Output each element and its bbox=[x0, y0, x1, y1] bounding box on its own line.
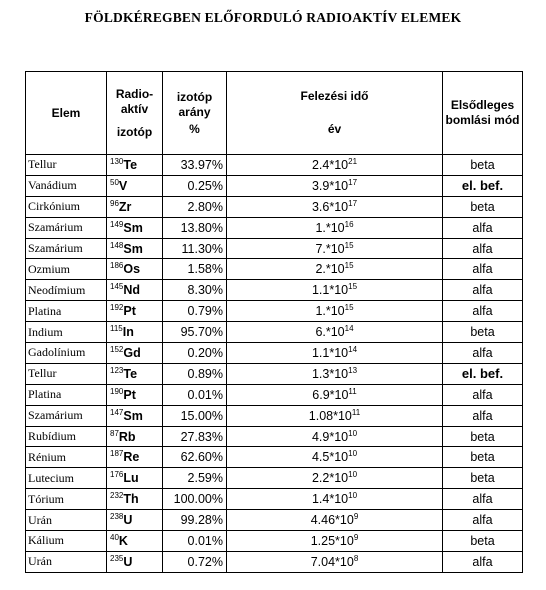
half-life-cell bbox=[227, 489, 443, 510]
half-life-cell bbox=[227, 259, 443, 280]
element-name: Vanádium bbox=[26, 175, 107, 196]
element-symbol: K bbox=[118, 533, 128, 548]
decay-mode: beta bbox=[443, 196, 523, 217]
mass-number: 186 bbox=[110, 261, 124, 271]
element-symbol: V bbox=[118, 178, 128, 193]
isotope-cell bbox=[107, 322, 163, 343]
isotope-cell bbox=[107, 363, 163, 384]
table-row bbox=[26, 447, 523, 468]
table-row bbox=[26, 531, 523, 552]
page-title: FÖLDKÉREGBEN ELŐFORDULÓ RADIOAKTÍV ELEMEK bbox=[84, 10, 462, 25]
isotope-table bbox=[25, 71, 523, 573]
element-symbol: Gd bbox=[123, 345, 141, 360]
isotope-cell bbox=[107, 531, 163, 552]
half-life-base: 1.3*10 bbox=[311, 366, 349, 381]
element-name: Lutecium bbox=[26, 468, 107, 489]
mass-number: 145 bbox=[110, 282, 124, 292]
isotope-ratio: 8.30% bbox=[163, 280, 227, 301]
half-life-cell bbox=[227, 196, 443, 217]
decay-mode: alfa bbox=[443, 343, 523, 364]
decay-mode: alfa bbox=[443, 301, 523, 322]
half-life-base: 3.9*10 bbox=[311, 178, 349, 193]
isotope-cell bbox=[107, 343, 163, 364]
half-life-exponent: 15 bbox=[344, 303, 354, 313]
isotope-ratio: 0.72% bbox=[163, 551, 227, 572]
half-life-exponent: 17 bbox=[348, 177, 358, 187]
element-name: Neodímium bbox=[26, 280, 107, 301]
isotope-ratio: 2.59% bbox=[163, 468, 227, 489]
half-life-exponent: 9 bbox=[353, 512, 359, 522]
decay-mode: el. bef. bbox=[443, 175, 523, 196]
isotope-cell bbox=[107, 217, 163, 238]
mass-number: 152 bbox=[110, 344, 124, 354]
mass-number: 187 bbox=[110, 449, 124, 459]
half-life-cell bbox=[227, 551, 443, 572]
half-life-base: 1.4*10 bbox=[311, 492, 349, 507]
element-symbol: Rb bbox=[118, 429, 136, 444]
isotope-cell bbox=[107, 384, 163, 405]
half-life-base: 1.*10 bbox=[315, 220, 345, 235]
decay-mode: beta bbox=[443, 426, 523, 447]
element-name: Kálium bbox=[26, 531, 107, 552]
isotope-ratio: 100.00% bbox=[163, 489, 227, 510]
half-life-exponent: 15 bbox=[344, 261, 354, 271]
table-row bbox=[26, 196, 523, 217]
element-name: Szamárium bbox=[26, 238, 107, 259]
half-life-base: 1.25*10 bbox=[310, 533, 354, 548]
half-life-base: 2.4*10 bbox=[311, 157, 349, 172]
isotope-ratio: 11.30% bbox=[163, 238, 227, 259]
header-element: Elem bbox=[26, 72, 107, 155]
element-symbol: Pt bbox=[123, 304, 136, 319]
isotope-cell bbox=[107, 259, 163, 280]
decay-mode: alfa bbox=[443, 259, 523, 280]
table-row bbox=[26, 322, 523, 343]
element-symbol: Te bbox=[123, 157, 138, 172]
decay-mode: alfa bbox=[443, 217, 523, 238]
half-life-cell bbox=[227, 175, 443, 196]
decay-mode: alfa bbox=[443, 280, 523, 301]
element-name: Tellur bbox=[26, 155, 107, 176]
mass-number: 235 bbox=[110, 553, 124, 563]
half-life-cell bbox=[227, 238, 443, 259]
half-life-base: 3.6*10 bbox=[311, 199, 349, 214]
decay-mode: beta bbox=[443, 531, 523, 552]
element-symbol: Os bbox=[123, 262, 141, 277]
half-life-exponent: 10 bbox=[348, 470, 358, 480]
decay-mode: alfa bbox=[443, 384, 523, 405]
header-decay-mode: Elsődleges bomlási mód bbox=[443, 72, 523, 155]
header-isotope-ratio bbox=[163, 72, 227, 155]
decay-mode: el. bef. bbox=[443, 363, 523, 384]
half-life-base: 4.5*10 bbox=[311, 450, 349, 465]
half-life-exponent: 11 bbox=[348, 386, 357, 396]
isotope-cell bbox=[107, 155, 163, 176]
element-symbol: Lu bbox=[123, 471, 139, 486]
element-name: Rénium bbox=[26, 447, 107, 468]
isotope-ratio: 99.28% bbox=[163, 510, 227, 531]
element-name: Tellur bbox=[26, 363, 107, 384]
element-symbol: U bbox=[123, 513, 133, 528]
half-life-cell bbox=[227, 217, 443, 238]
isotope-ratio: 0.25% bbox=[163, 175, 227, 196]
decay-mode: alfa bbox=[443, 405, 523, 426]
half-life-exponent: 10 bbox=[348, 428, 358, 438]
half-life-cell bbox=[227, 447, 443, 468]
decay-mode: alfa bbox=[443, 489, 523, 510]
table-row bbox=[26, 510, 523, 531]
half-life-exponent: 15 bbox=[348, 282, 358, 292]
element-name: Ozmium bbox=[26, 259, 107, 280]
half-life-base: 6.9*10 bbox=[312, 387, 349, 402]
mass-number: 96 bbox=[110, 198, 119, 208]
mass-number: 148 bbox=[110, 240, 124, 250]
half-life-cell bbox=[227, 301, 443, 322]
table-row bbox=[26, 363, 523, 384]
half-life-exponent: 10 bbox=[348, 491, 358, 501]
isotope-ratio: 15.00% bbox=[163, 405, 227, 426]
isotope-cell bbox=[107, 426, 163, 447]
table-row bbox=[26, 551, 523, 572]
isotope-ratio: 0.01% bbox=[163, 531, 227, 552]
decay-mode: beta bbox=[443, 155, 523, 176]
half-life-exponent: 9 bbox=[353, 532, 359, 542]
table-row bbox=[26, 301, 523, 322]
isotope-ratio: 0.89% bbox=[163, 363, 227, 384]
half-life-exponent: 17 bbox=[348, 198, 358, 208]
table-row bbox=[26, 384, 523, 405]
table-row bbox=[26, 238, 523, 259]
element-symbol: Sm bbox=[123, 220, 143, 235]
element-symbol: In bbox=[122, 325, 134, 340]
table-row bbox=[26, 217, 523, 238]
element-name: Urán bbox=[26, 510, 107, 531]
element-name: Gadolínium bbox=[26, 343, 107, 364]
half-life-base: 6.*10 bbox=[315, 325, 345, 340]
isotope-cell bbox=[107, 551, 163, 572]
isotope-ratio: 0.79% bbox=[163, 301, 227, 322]
half-life-cell bbox=[227, 531, 443, 552]
isotope-cell bbox=[107, 468, 163, 489]
table-row bbox=[26, 280, 523, 301]
half-life-base: 4.46*10 bbox=[310, 513, 354, 528]
element-name: Platina bbox=[26, 384, 107, 405]
mass-number: 115 bbox=[110, 324, 123, 334]
element-symbol: Sm bbox=[123, 241, 143, 256]
header-half-life-unit: év bbox=[327, 122, 342, 136]
header-ratio-label: izotóp arány bbox=[176, 89, 213, 119]
header-radio-label: Radio-aktív bbox=[115, 86, 154, 116]
element-symbol: Zr bbox=[118, 199, 132, 214]
element-name: Indium bbox=[26, 322, 107, 343]
table-row bbox=[26, 155, 523, 176]
isotope-ratio: 62.60% bbox=[163, 447, 227, 468]
half-life-base: 2.2*10 bbox=[311, 471, 349, 486]
half-life-exponent: 10 bbox=[348, 449, 358, 459]
isotope-ratio: 2.80% bbox=[163, 196, 227, 217]
isotope-cell bbox=[107, 489, 163, 510]
half-life-cell bbox=[227, 363, 443, 384]
decay-mode: beta bbox=[443, 322, 523, 343]
half-life-base: 7.04*10 bbox=[310, 554, 354, 569]
decay-mode: beta bbox=[443, 468, 523, 489]
isotope-cell bbox=[107, 196, 163, 217]
isotope-cell bbox=[107, 301, 163, 322]
decay-mode: alfa bbox=[443, 510, 523, 531]
half-life-exponent: 16 bbox=[344, 219, 354, 229]
half-life-exponent: 14 bbox=[344, 324, 354, 334]
mass-number: 176 bbox=[110, 470, 124, 480]
element-symbol: Sm bbox=[123, 408, 143, 423]
table-row bbox=[26, 426, 523, 447]
half-life-base: 4.9*10 bbox=[311, 429, 349, 444]
mass-number: 130 bbox=[110, 156, 124, 166]
isotope-ratio: 33.97% bbox=[163, 155, 227, 176]
half-life-base: 1.08*10 bbox=[308, 408, 352, 423]
mass-number: 147 bbox=[110, 407, 124, 417]
isotope-ratio: 27.83% bbox=[163, 426, 227, 447]
table-row bbox=[26, 489, 523, 510]
table-row bbox=[26, 175, 523, 196]
header-half-life bbox=[227, 72, 443, 155]
mass-number: 238 bbox=[110, 512, 124, 522]
header-isotope-label: izotóp bbox=[116, 124, 153, 139]
half-life-cell bbox=[227, 468, 443, 489]
table-row bbox=[26, 343, 523, 364]
isotope-cell bbox=[107, 175, 163, 196]
decay-mode: beta bbox=[443, 447, 523, 468]
isotope-ratio: 95.70% bbox=[163, 322, 227, 343]
mass-number: 50 bbox=[110, 177, 119, 187]
element-symbol: Nd bbox=[123, 283, 141, 298]
isotope-cell bbox=[107, 405, 163, 426]
mass-number: 40 bbox=[110, 532, 119, 542]
table-row bbox=[26, 405, 523, 426]
isotope-cell bbox=[107, 447, 163, 468]
isotope-ratio: 0.01% bbox=[163, 384, 227, 405]
half-life-cell bbox=[227, 405, 443, 426]
half-life-base: 2.*10 bbox=[315, 262, 345, 277]
header-row bbox=[26, 72, 523, 155]
half-life-exponent: 21 bbox=[348, 156, 358, 166]
mass-number: 232 bbox=[110, 491, 124, 501]
half-life-cell bbox=[227, 155, 443, 176]
mass-number: 190 bbox=[110, 386, 124, 396]
decay-mode: alfa bbox=[443, 551, 523, 572]
table-row bbox=[26, 259, 523, 280]
table-row bbox=[26, 468, 523, 489]
half-life-base: 7.*10 bbox=[315, 241, 345, 256]
element-name: Rubídium bbox=[26, 426, 107, 447]
half-life-base: 1.1*10 bbox=[311, 283, 349, 298]
table-body bbox=[26, 155, 523, 573]
mass-number: 192 bbox=[110, 303, 124, 313]
element-name: Platina bbox=[26, 301, 107, 322]
mass-number: 87 bbox=[110, 428, 119, 438]
mass-number: 123 bbox=[110, 365, 124, 375]
isotope-cell bbox=[107, 238, 163, 259]
half-life-exponent: 11 bbox=[351, 407, 361, 417]
isotope-ratio: 0.20% bbox=[163, 343, 227, 364]
isotope-ratio: 13.80% bbox=[163, 217, 227, 238]
element-symbol: Pt bbox=[123, 387, 136, 402]
half-life-cell bbox=[227, 384, 443, 405]
half-life-exponent: 14 bbox=[348, 344, 358, 354]
half-life-cell bbox=[227, 343, 443, 364]
element-name: Cirkónium bbox=[26, 196, 107, 217]
isotope-cell bbox=[107, 510, 163, 531]
half-life-exponent: 8 bbox=[353, 553, 359, 563]
mass-number: 149 bbox=[110, 219, 124, 229]
half-life-base: 1.*10 bbox=[315, 304, 345, 319]
isotope-ratio: 1.58% bbox=[163, 259, 227, 280]
element-name: Szamárium bbox=[26, 405, 107, 426]
half-life-cell bbox=[227, 280, 443, 301]
isotope-cell bbox=[107, 280, 163, 301]
element-symbol: U bbox=[123, 554, 133, 569]
element-symbol: Re bbox=[123, 450, 140, 465]
half-life-exponent: 13 bbox=[348, 365, 358, 375]
element-name: Tórium bbox=[26, 489, 107, 510]
element-name: Urán bbox=[26, 551, 107, 572]
element-symbol: Te bbox=[123, 366, 138, 381]
half-life-cell bbox=[227, 510, 443, 531]
half-life-cell bbox=[227, 426, 443, 447]
half-life-base: 1.1*10 bbox=[311, 345, 349, 360]
half-life-cell bbox=[227, 322, 443, 343]
element-name: Szamárium bbox=[26, 217, 107, 238]
header-percent-label: % bbox=[189, 121, 200, 136]
element-symbol: Th bbox=[123, 492, 139, 507]
decay-mode: alfa bbox=[443, 238, 523, 259]
half-life-exponent: 15 bbox=[344, 240, 354, 250]
header-radioactive-isotope bbox=[107, 72, 163, 155]
header-half-life-label: Felezési idő bbox=[300, 89, 369, 103]
